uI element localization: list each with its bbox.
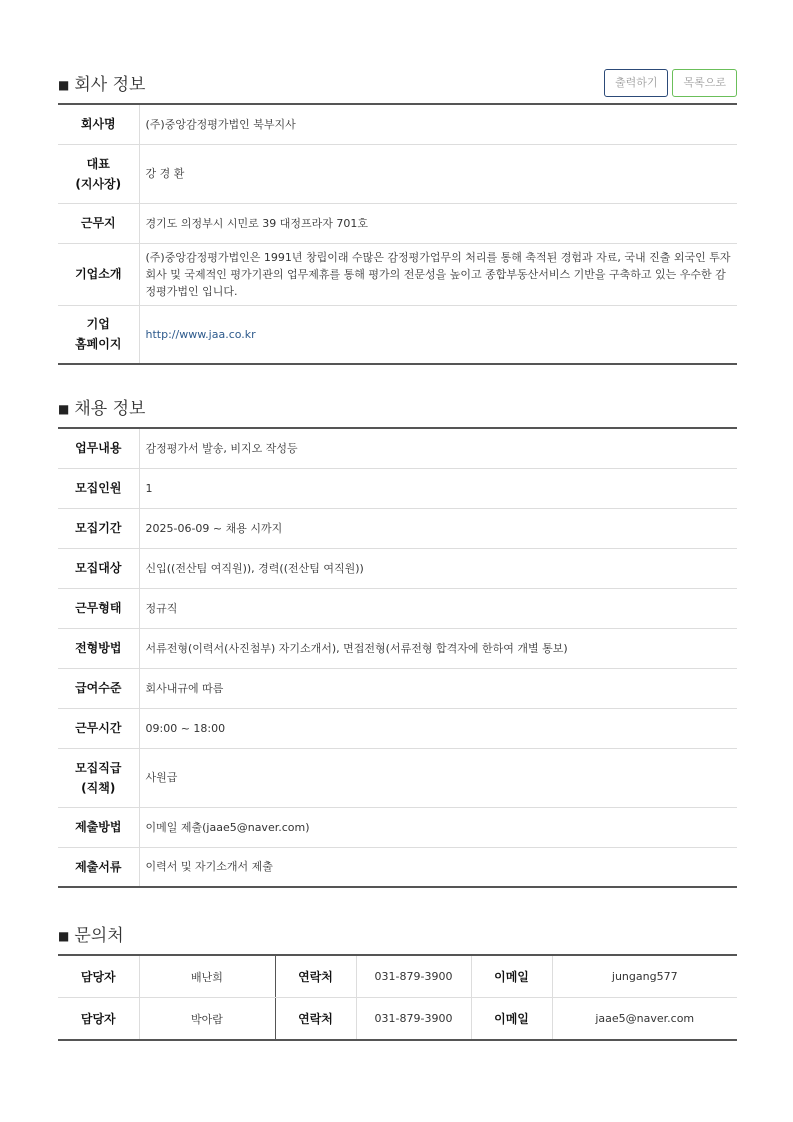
table-row [58, 708, 737, 748]
back-to-list-button[interactable]: 목록으로 [672, 69, 737, 97]
submit-method-label: 제출방법 [58, 807, 139, 847]
table-row [58, 998, 737, 1041]
ceo-label-text: 대표 (지사장) [75, 156, 122, 191]
contact-section-title-text: 문의처 [74, 926, 124, 946]
table-row [58, 203, 737, 243]
target-label: 모집대상 [58, 548, 139, 588]
employment-type-label: 근무형태 [58, 588, 139, 628]
ceo-label [58, 144, 139, 203]
job-duty-value: 감정평가서 발송, 비지오 작성등 [139, 428, 737, 468]
homepage-link[interactable]: http://www.jaa.co.kr [145, 327, 256, 341]
recruit-section-title-text: 채용 정보 [74, 399, 146, 419]
headcount-value: 1 [139, 468, 737, 508]
table-row [58, 955, 737, 998]
square-bullet-icon: ■ [58, 78, 70, 92]
period-label: 모집기간 [58, 508, 139, 548]
table-row [58, 243, 737, 305]
square-bullet-icon: ■ [58, 929, 70, 943]
table-row [58, 468, 737, 508]
submit-method-value: 이메일 제출(jaae5@naver.com) [139, 807, 737, 847]
company-section-header [58, 67, 737, 97]
homepage-label [58, 305, 139, 364]
phone-value: 031-879-3900 [356, 955, 471, 998]
email-label: 이메일 [471, 955, 552, 998]
contact-section-title [58, 921, 124, 946]
target-value: 신입((전산팀 여직원)), 경력((전산팀 여직원)) [139, 548, 737, 588]
table-row [58, 807, 737, 847]
contact-table [58, 954, 737, 1041]
table-row [58, 548, 737, 588]
recruit-section-header [58, 391, 737, 421]
phone-label: 연락처 [275, 955, 356, 998]
company-section-title [58, 70, 145, 95]
table-row [58, 668, 737, 708]
action-buttons [604, 69, 737, 97]
salary-label: 급여수준 [58, 668, 139, 708]
ceo-value: 강 경 환 [139, 144, 737, 203]
homepage-value [139, 305, 737, 364]
job-duty-label: 업무내용 [58, 428, 139, 468]
square-bullet-icon: ■ [58, 402, 70, 416]
table-row [58, 748, 737, 807]
manager-label: 담당자 [58, 998, 139, 1041]
period-value: 2025-06-09 ~ 채용 시까지 [139, 508, 737, 548]
phone-label: 연락처 [275, 998, 356, 1041]
email-value: jaae5@naver.com [595, 1012, 695, 1025]
submit-documents-label: 제출서류 [58, 847, 139, 887]
table-row [58, 104, 737, 144]
company-name-label: 회사명 [58, 104, 139, 144]
selection-method-value: 서류전형(이력서(사진첨부) 자기소개서), 면접전형(서류전형 합격자에 한하여 개별 통보) [139, 628, 737, 668]
table-row [58, 144, 737, 203]
salary-value: 회사내규에 따름 [139, 668, 737, 708]
work-hours-value: 09:00 ~ 18:00 [139, 708, 737, 748]
homepage-label-text: 기업 홈페이지 [75, 317, 122, 352]
company-section-title-text: 회사 정보 [74, 75, 146, 95]
recruit-section-title [58, 394, 145, 419]
position-level-value: 사원급 [139, 748, 737, 807]
manager-label: 담당자 [58, 955, 139, 998]
company-intro-value: (주)중앙감정평가법인은 1991년 창립이래 수많은 감정평가업무의 처리를 통해 축적된 경험과 자료, 국내 진출 외국인 투자회사 및 국제적인 평가기관의 업무제휴를 통해 평가의 전문성을 높이고 종합부동산서비스 기반을 구축하고 있는 우수한 감정평가법인 입니다. [139, 243, 737, 305]
company-info-table [58, 103, 737, 365]
email-label: 이메일 [471, 998, 552, 1041]
table-row [58, 628, 737, 668]
print-button[interactable]: 출력하기 [604, 69, 669, 97]
table-row [58, 305, 737, 364]
table-row [58, 508, 737, 548]
email-value: jungang577 [552, 955, 737, 998]
recruit-info-table [58, 427, 737, 888]
position-level-label [58, 748, 139, 807]
position-level-label-text: 모집직급 (직책) [75, 760, 122, 795]
table-row [58, 588, 737, 628]
headcount-label: 모집인원 [58, 468, 139, 508]
submit-documents-value: 이력서 및 자기소개서 제출 [145, 860, 273, 874]
workplace-label: 근무지 [58, 203, 139, 243]
contact-section-header [58, 918, 737, 948]
phone-value: 031-879-3900 [356, 998, 471, 1041]
company-name-value: (주)중앙감정평가법인 북부지사 [139, 104, 737, 144]
workplace-value: 경기도 의정부시 시민로 39 대정프라자 701호 [139, 203, 737, 243]
selection-method-label: 전형방법 [58, 628, 139, 668]
company-intro-label: 기업소개 [58, 243, 139, 305]
employment-type-value: 정규직 [139, 588, 737, 628]
table-row [58, 847, 737, 887]
manager-name: 배난희 [139, 955, 275, 998]
manager-name: 박아람 [139, 998, 275, 1041]
table-row [58, 428, 737, 468]
work-hours-label: 근무시간 [58, 708, 139, 748]
